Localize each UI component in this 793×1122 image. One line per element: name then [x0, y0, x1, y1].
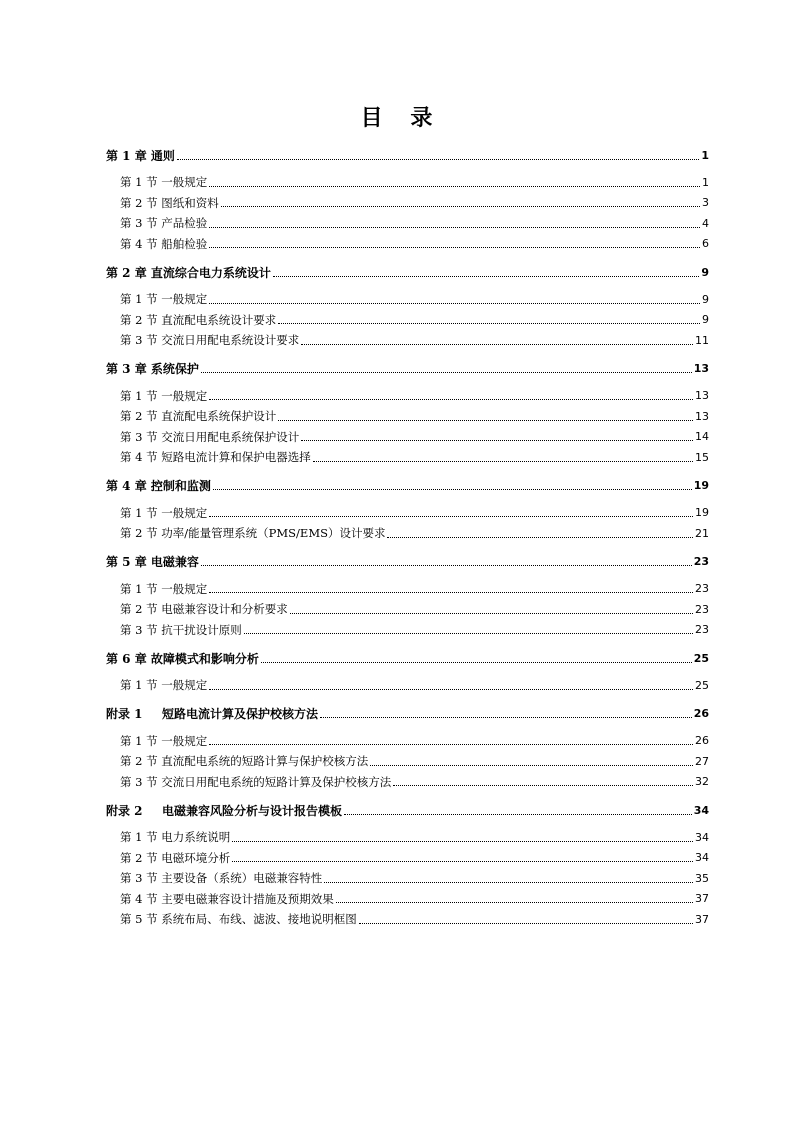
toc-chapter-entry[interactable] — [106, 475, 709, 497]
toc-entry-label: 第 3 节 抗干扰设计原则 — [120, 622, 242, 637]
page-number: 23 — [693, 555, 709, 568]
toc-entry-label: 第 3 节 交流日用配电系统的短路计算及保护校核方法 — [120, 774, 392, 789]
toc-entry-label: 第 1 章 通则 — [106, 148, 175, 163]
page-title: 目 录 — [360, 106, 443, 131]
toc-entry-label: 第 4 章 控制和监测 — [106, 479, 211, 493]
page-number: 13 — [695, 409, 709, 423]
dot-leader — [213, 489, 692, 490]
page-number: 9 — [702, 292, 709, 306]
dot-leader — [232, 861, 693, 862]
toc-entry-label: 第 1 节 一般规定 — [120, 505, 208, 520]
page-number: 23 — [695, 582, 709, 596]
appendix-number: 附录 2 — [106, 803, 143, 818]
toc-section-entry[interactable] — [106, 848, 709, 869]
dot-leader — [209, 744, 693, 745]
dot-leader — [301, 440, 693, 441]
toc-section-entry[interactable] — [106, 503, 709, 524]
page-number: 37 — [695, 892, 709, 906]
toc-entry-label: 第 3 节 交流日用配电系统保护设计 — [120, 429, 300, 444]
toc-entry-label: 第 2 节 电磁兼容设计和分析要求 — [120, 602, 288, 617]
page-number: 19 — [693, 479, 709, 492]
page-number: 9 — [701, 265, 709, 279]
page-number: 6 — [702, 237, 709, 251]
page-number: 34 — [693, 803, 709, 817]
toc-section-entry[interactable] — [106, 827, 709, 848]
dot-leader — [244, 633, 693, 634]
page-number: 1 — [702, 175, 709, 189]
dot-leader — [290, 613, 693, 614]
page-number: 3 — [702, 196, 709, 210]
dot-leader — [320, 717, 692, 718]
page-number: 23 — [695, 602, 709, 616]
toc-entry-label: 第 5 节 系统布局、布线、滤波、接地说明框图 — [120, 912, 357, 927]
toc-section-entry[interactable] — [106, 909, 709, 930]
toc-entry-label: 第 3 节 交流日用配电系统设计要求 — [120, 333, 300, 348]
dot-leader — [370, 765, 693, 766]
page-number: 35 — [695, 871, 709, 885]
toc-entry-label: 第 3 节 主要设备（系统）电磁兼容特性 — [120, 871, 323, 886]
toc-entry-label: 第 4 节 船舶检验 — [120, 236, 208, 251]
toc-entry-label: 第 2 节 图纸和资料 — [120, 195, 219, 210]
dot-leader — [278, 420, 693, 421]
dot-leader — [313, 461, 693, 462]
toc-section-entry[interactable] — [106, 772, 709, 793]
page-number: 25 — [693, 651, 709, 665]
toc-section-entry[interactable] — [106, 868, 709, 889]
page-number: 27 — [695, 754, 709, 768]
toc-section-entry[interactable] — [106, 751, 709, 772]
toc-entry-label: 第 6 章 故障模式和影响分析 — [106, 651, 259, 666]
appendix-title: 电磁兼容风险分析与设计报告模板 — [162, 803, 343, 818]
page-number: 1 — [701, 148, 709, 162]
page-number: 19 — [695, 506, 709, 520]
toc-entry-label: 第 3 节 产品检验 — [120, 216, 208, 231]
toc-section-entry[interactable] — [106, 731, 709, 752]
toc-section-entry[interactable] — [106, 579, 709, 600]
dot-leader — [201, 565, 692, 566]
dot-leader — [209, 186, 700, 187]
toc-chapter-entry[interactable] — [106, 551, 709, 573]
toc-entry-label: 第 3 章 系统保护 — [106, 362, 199, 376]
dot-leader — [336, 902, 693, 903]
dot-leader — [261, 662, 692, 663]
page-number: 4 — [702, 216, 709, 230]
dot-leader — [387, 537, 693, 538]
dot-leader — [209, 516, 693, 517]
page-number: 21 — [695, 526, 709, 540]
toc-section-entry[interactable] — [106, 234, 709, 255]
toc-section-entry[interactable] — [106, 406, 709, 427]
toc-entry-label: 第 2 章 直流综合电力系统设计 — [106, 265, 271, 280]
toc-chapter-entry[interactable] — [106, 799, 709, 821]
page-number: 14 — [695, 430, 709, 444]
toc-section-entry[interactable] — [106, 675, 709, 696]
toc-section-entry[interactable] — [106, 889, 709, 910]
toc-section-entry[interactable] — [106, 523, 709, 544]
toc-section-entry[interactable] — [106, 172, 709, 193]
dot-leader — [324, 882, 693, 883]
page-number: 26 — [693, 707, 709, 720]
page-number: 25 — [695, 678, 709, 692]
toc-chapter-entry[interactable] — [106, 703, 709, 725]
toc-entry-label: 第 2 节 直流配电系统设计要求 — [120, 312, 277, 327]
toc-section-entry[interactable] — [106, 213, 709, 234]
dot-leader — [209, 303, 700, 304]
toc-entry-label — [106, 705, 318, 722]
page-number: 32 — [695, 775, 709, 789]
dot-leader — [232, 841, 693, 842]
dot-leader — [209, 399, 693, 400]
toc-chapter-entry[interactable] — [106, 358, 709, 380]
dot-leader — [201, 372, 692, 373]
toc-section-entry[interactable] — [106, 193, 709, 214]
toc-entry-label: 第 1 节 电力系统说明 — [120, 830, 231, 845]
page-number: 13 — [695, 389, 709, 403]
page-number: 34 — [695, 830, 709, 844]
toc-chapter-entry[interactable] — [106, 144, 709, 166]
dot-leader — [301, 344, 693, 345]
page-number: 26 — [695, 734, 709, 748]
page-number: 37 — [695, 912, 709, 926]
toc-section-entry[interactable] — [106, 289, 709, 310]
toc-entry-label: 第 4 节 短路电流计算和保护电器选择 — [120, 450, 311, 465]
table-of-contents — [106, 144, 709, 930]
toc-chapter-entry[interactable] — [106, 261, 709, 283]
dot-leader — [209, 689, 693, 690]
toc-entry-label: 第 1 节 一般规定 — [120, 292, 208, 307]
toc-section-entry[interactable] — [106, 427, 709, 448]
appendix-title: 短路电流计算及保护校核方法 — [162, 707, 319, 721]
dot-leader — [344, 814, 692, 815]
toc-section-entry[interactable] — [106, 447, 709, 468]
dot-leader — [278, 323, 700, 324]
toc-section-entry[interactable] — [106, 386, 709, 407]
dot-leader — [359, 923, 693, 924]
toc-section-entry[interactable] — [106, 330, 709, 351]
dot-leader — [209, 247, 700, 248]
toc-section-entry[interactable] — [106, 310, 709, 331]
toc-entry-label: 第 1 节 一般规定 — [120, 175, 208, 190]
page-number: 9 — [702, 313, 709, 327]
page-number: 34 — [695, 851, 709, 865]
toc-entry-label: 第 2 节 直流配电系统保护设计 — [120, 409, 277, 424]
dot-leader — [273, 276, 699, 277]
dot-leader — [209, 592, 693, 593]
toc-section-entry[interactable] — [106, 620, 709, 641]
toc-entry-label — [106, 802, 342, 819]
dot-leader — [209, 227, 700, 228]
toc-entry-label: 第 2 节 电磁环境分析 — [120, 850, 231, 865]
toc-entry-label: 第 4 节 主要电磁兼容设计措施及预期效果 — [120, 891, 334, 906]
page-number: 15 — [695, 450, 709, 464]
page-number: 11 — [695, 333, 709, 347]
page-number: 13 — [693, 362, 709, 375]
dot-leader — [177, 159, 699, 160]
toc-entry-label: 第 5 章 电磁兼容 — [106, 555, 199, 569]
toc-entry-label: 第 2 节 直流配电系统的短路计算与保护校核方法 — [120, 754, 369, 769]
toc-entry-label: 第 1 节 一般规定 — [120, 581, 208, 596]
dot-leader — [221, 206, 700, 207]
toc-entry-label: 第 1 节 一般规定 — [120, 388, 208, 403]
toc-entry-label: 第 1 节 一般规定 — [120, 733, 208, 748]
toc-chapter-entry[interactable] — [106, 647, 709, 669]
page-number: 23 — [695, 623, 709, 637]
appendix-number: 附录 1 — [106, 707, 143, 721]
dot-leader — [393, 785, 693, 786]
toc-entry-label: 第 1 节 一般规定 — [120, 678, 208, 693]
toc-section-entry[interactable] — [106, 599, 709, 620]
toc-entry-label: 第 2 节 功率/能量管理系统（PMS/EMS）设计要求 — [120, 526, 386, 541]
